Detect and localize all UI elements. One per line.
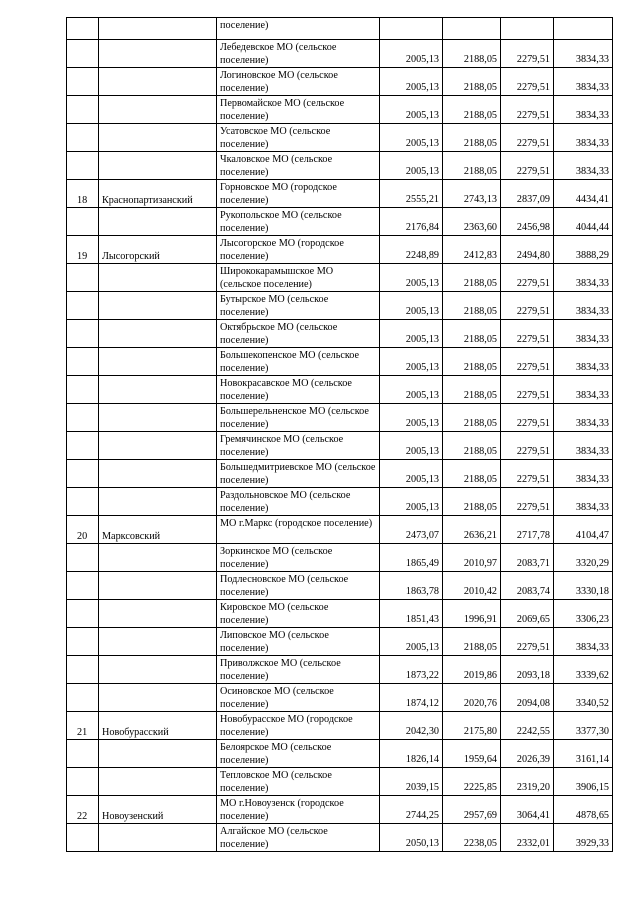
row-number-cell — [67, 432, 99, 460]
row-number-cell — [67, 68, 99, 96]
value-cell-2: 2188,05 — [443, 628, 501, 656]
table-row — [67, 292, 613, 320]
value-cell-1: 2005,13 — [380, 404, 443, 432]
municipality-cell: Большекопенское МО (сельское поселение) — [217, 348, 380, 376]
table-row — [67, 516, 613, 544]
municipality-cell: Большерельненское МО (сельское поселение) — [217, 404, 380, 432]
table-row — [67, 488, 613, 516]
value-cell-1: 2005,13 — [380, 292, 443, 320]
value-cell-3: 2279,51 — [501, 40, 554, 68]
value-cell-4: 3339,62 — [554, 656, 613, 684]
value-cell-4: 3834,33 — [554, 320, 613, 348]
municipality-cell: Первомайское МО (сельское поселение) — [217, 96, 380, 124]
value-cell-3: 2279,51 — [501, 348, 554, 376]
value-cell-3: 2332,01 — [501, 824, 554, 852]
municipality-cell: МО г.Новоузенск (городское поселение) — [217, 796, 380, 824]
municipality-cell: Зоркинское МО (сельское поселение) — [217, 544, 380, 572]
value-cell-1: 2039,15 — [380, 768, 443, 796]
row-number-cell: 21 — [67, 712, 99, 740]
table-row — [67, 376, 613, 404]
value-cell-4: 3834,33 — [554, 264, 613, 292]
value-cell-3: 2717,78 — [501, 516, 554, 544]
value-cell-1: 1865,49 — [380, 544, 443, 572]
table-body — [67, 18, 613, 852]
municipality-cell: Горновское МО (городское поселение) — [217, 180, 380, 208]
value-cell-3: 2494,80 — [501, 236, 554, 264]
row-number-cell — [67, 684, 99, 712]
value-cell-1: 2005,13 — [380, 460, 443, 488]
value-cell-2: 2188,05 — [443, 292, 501, 320]
row-number-cell — [67, 152, 99, 180]
value-cell-4: 3834,33 — [554, 488, 613, 516]
value-cell-4: 4044,44 — [554, 208, 613, 236]
value-cell-2: 2020,76 — [443, 684, 501, 712]
municipality-cell: Кировское МО (сельское поселение) — [217, 600, 380, 628]
value-cell-1 — [380, 18, 443, 40]
value-cell-2: 2188,05 — [443, 320, 501, 348]
municipality-cell: Большедмитриевское МО (сельское поселение) — [217, 460, 380, 488]
value-cell-4: 3834,33 — [554, 460, 613, 488]
district-cell: Марксовский — [99, 516, 217, 544]
district-cell — [99, 460, 217, 488]
municipality-cell: Логиновское МО (сельское поселение) — [217, 68, 380, 96]
table-row — [67, 40, 613, 68]
value-cell-4: 3330,18 — [554, 572, 613, 600]
municipality-cell: Чкаловское МО (сельское поселение) — [217, 152, 380, 180]
value-cell-2: 2225,85 — [443, 768, 501, 796]
table-row — [67, 684, 613, 712]
row-number-cell — [67, 18, 99, 40]
municipality-cell: Ширококарамышское МО (сельское поселение) — [217, 264, 380, 292]
table-row — [67, 824, 613, 852]
table-row — [67, 18, 613, 40]
table-row — [67, 320, 613, 348]
district-cell — [99, 40, 217, 68]
municipality-cell: Алгайское МО (сельское поселение) — [217, 824, 380, 852]
value-cell-1: 2005,13 — [380, 376, 443, 404]
value-cell-1: 2005,13 — [380, 96, 443, 124]
municipality-cell: Липовское МО (сельское поселение) — [217, 628, 380, 656]
municipality-cell: поселение) — [217, 18, 380, 40]
value-cell-4: 3834,33 — [554, 348, 613, 376]
district-cell — [99, 320, 217, 348]
value-cell-2: 2238,05 — [443, 824, 501, 852]
value-cell-3: 2279,51 — [501, 628, 554, 656]
value-cell-4: 4104,47 — [554, 516, 613, 544]
value-cell-2: 1959,64 — [443, 740, 501, 768]
value-cell-1: 2005,13 — [380, 40, 443, 68]
value-cell-3: 2279,51 — [501, 320, 554, 348]
district-cell — [99, 124, 217, 152]
value-cell-1: 1873,22 — [380, 656, 443, 684]
row-number-cell — [67, 264, 99, 292]
table-row — [67, 68, 613, 96]
value-cell-3: 2093,18 — [501, 656, 554, 684]
value-cell-2: 2188,05 — [443, 348, 501, 376]
value-cell-1: 2744,25 — [380, 796, 443, 824]
table-row — [67, 600, 613, 628]
value-cell-2: 2188,05 — [443, 376, 501, 404]
district-cell — [99, 208, 217, 236]
table-row — [67, 96, 613, 124]
table-row — [67, 460, 613, 488]
district-cell: Новоузенский — [99, 796, 217, 824]
row-number-cell: 22 — [67, 796, 99, 824]
district-cell — [99, 488, 217, 516]
municipality-cell: Гремячинское МО (сельское поселение) — [217, 432, 380, 460]
value-cell-4: 3834,33 — [554, 96, 613, 124]
value-cell-2: 2188,05 — [443, 432, 501, 460]
value-cell-2: 2010,97 — [443, 544, 501, 572]
district-cell — [99, 572, 217, 600]
value-cell-4: 3834,33 — [554, 376, 613, 404]
value-cell-4: 3161,14 — [554, 740, 613, 768]
value-cell-3: 2026,39 — [501, 740, 554, 768]
row-number-cell — [67, 348, 99, 376]
table-row — [67, 264, 613, 292]
value-cell-1: 2005,13 — [380, 432, 443, 460]
value-cell-1: 2005,13 — [380, 320, 443, 348]
value-cell-4: 4434,41 — [554, 180, 613, 208]
table-row — [67, 628, 613, 656]
row-number-cell — [67, 208, 99, 236]
value-cell-3: 2279,51 — [501, 68, 554, 96]
value-cell-1: 2042,30 — [380, 712, 443, 740]
value-cell-3: 2279,51 — [501, 404, 554, 432]
district-cell — [99, 432, 217, 460]
value-cell-4: 3834,33 — [554, 152, 613, 180]
value-cell-3: 2279,51 — [501, 460, 554, 488]
value-cell-4: 3834,33 — [554, 404, 613, 432]
value-cell-4: 3377,30 — [554, 712, 613, 740]
value-cell-1: 1826,14 — [380, 740, 443, 768]
value-cell-4: 3320,29 — [554, 544, 613, 572]
value-cell-4: 3888,29 — [554, 236, 613, 264]
table-row — [67, 740, 613, 768]
value-cell-1: 1851,43 — [380, 600, 443, 628]
value-cell-4: 3306,23 — [554, 600, 613, 628]
value-cell-3 — [501, 18, 554, 40]
value-cell-2: 2188,05 — [443, 124, 501, 152]
value-cell-3: 2279,51 — [501, 152, 554, 180]
row-number-cell — [67, 740, 99, 768]
value-cell-1: 2005,13 — [380, 152, 443, 180]
value-cell-1: 2050,13 — [380, 824, 443, 852]
value-cell-3: 2279,51 — [501, 488, 554, 516]
value-cell-2: 2188,05 — [443, 96, 501, 124]
value-cell-1: 1863,78 — [380, 572, 443, 600]
value-cell-2: 2363,60 — [443, 208, 501, 236]
value-cell-1: 2555,21 — [380, 180, 443, 208]
value-cell-4: 3834,33 — [554, 124, 613, 152]
value-cell-2: 2957,69 — [443, 796, 501, 824]
value-cell-1: 2005,13 — [380, 264, 443, 292]
municipality-cell: Усатовское МО (сельское поселение) — [217, 124, 380, 152]
district-cell — [99, 404, 217, 432]
value-cell-3: 2094,08 — [501, 684, 554, 712]
table-row — [67, 796, 613, 824]
district-cell — [99, 152, 217, 180]
district-cell: Новобурасский — [99, 712, 217, 740]
value-cell-4: 3906,15 — [554, 768, 613, 796]
value-cell-3: 2083,71 — [501, 544, 554, 572]
value-cell-3: 2242,55 — [501, 712, 554, 740]
value-cell-4: 3834,33 — [554, 292, 613, 320]
value-cell-4: 3834,33 — [554, 432, 613, 460]
value-cell-1: 2005,13 — [380, 628, 443, 656]
value-cell-2: 2188,05 — [443, 404, 501, 432]
value-cell-1: 2005,13 — [380, 68, 443, 96]
district-cell — [99, 824, 217, 852]
row-number-cell — [67, 40, 99, 68]
value-cell-2: 2412,83 — [443, 236, 501, 264]
table-row — [67, 124, 613, 152]
table-row — [67, 544, 613, 572]
value-cell-4: 3834,33 — [554, 628, 613, 656]
district-cell — [99, 264, 217, 292]
row-number-cell — [67, 628, 99, 656]
table-row — [67, 656, 613, 684]
value-cell-1: 2005,13 — [380, 348, 443, 376]
value-cell-3: 2279,51 — [501, 292, 554, 320]
value-cell-3: 2279,51 — [501, 432, 554, 460]
row-number-cell — [67, 600, 99, 628]
municipality-cell: Раздольновское МО (сельское поселение) — [217, 488, 380, 516]
district-cell — [99, 18, 217, 40]
row-number-cell — [67, 460, 99, 488]
district-cell: Лысогорский — [99, 236, 217, 264]
municipality-cell: Лысогорское МО (городское поселение) — [217, 236, 380, 264]
value-cell-2: 2188,05 — [443, 152, 501, 180]
row-number-cell — [67, 292, 99, 320]
table-row — [67, 432, 613, 460]
value-cell-3: 3064,41 — [501, 796, 554, 824]
tariff-table — [66, 17, 613, 852]
row-number-cell — [67, 768, 99, 796]
table-row — [67, 768, 613, 796]
municipality-cell: Новобурасское МО (городское поселение) — [217, 712, 380, 740]
value-cell-2: 2175,80 — [443, 712, 501, 740]
value-cell-3: 2083,74 — [501, 572, 554, 600]
district-cell — [99, 376, 217, 404]
district-cell — [99, 628, 217, 656]
municipality-cell: Бутырское МО (сельское поселение) — [217, 292, 380, 320]
value-cell-2: 2188,05 — [443, 264, 501, 292]
table-row — [67, 180, 613, 208]
district-cell — [99, 292, 217, 320]
value-cell-2: 2188,05 — [443, 68, 501, 96]
row-number-cell — [67, 96, 99, 124]
value-cell-4: 3834,33 — [554, 68, 613, 96]
value-cell-3: 2456,98 — [501, 208, 554, 236]
row-number-cell — [67, 376, 99, 404]
value-cell-2: 2743,13 — [443, 180, 501, 208]
municipality-cell: Осиновское МО (сельское поселение) — [217, 684, 380, 712]
value-cell-1: 1874,12 — [380, 684, 443, 712]
municipality-cell: Приволжское МО (сельское поселение) — [217, 656, 380, 684]
district-cell: Краснопартизанский — [99, 180, 217, 208]
value-cell-3: 2279,51 — [501, 124, 554, 152]
district-cell — [99, 684, 217, 712]
value-cell-2 — [443, 18, 501, 40]
table-row — [67, 404, 613, 432]
value-cell-3: 2069,65 — [501, 600, 554, 628]
row-number-cell — [67, 544, 99, 572]
table-row — [67, 348, 613, 376]
row-number-cell — [67, 404, 99, 432]
table-row — [67, 152, 613, 180]
municipality-cell: МО г.Маркс (городское поселение) — [217, 516, 380, 544]
row-number-cell: 18 — [67, 180, 99, 208]
value-cell-3: 2279,51 — [501, 96, 554, 124]
value-cell-4: 3340,52 — [554, 684, 613, 712]
value-cell-2: 2188,05 — [443, 460, 501, 488]
value-cell-3: 2279,51 — [501, 264, 554, 292]
value-cell-3: 2279,51 — [501, 376, 554, 404]
value-cell-1: 2176,84 — [380, 208, 443, 236]
value-cell-3: 2319,20 — [501, 768, 554, 796]
row-number-cell — [67, 572, 99, 600]
district-cell — [99, 68, 217, 96]
municipality-cell: Тепловское МО (сельское поселение) — [217, 768, 380, 796]
table-row — [67, 208, 613, 236]
value-cell-2: 2188,05 — [443, 488, 501, 516]
value-cell-2: 2188,05 — [443, 40, 501, 68]
municipality-cell: Лебедевское МО (сельское поселение) — [217, 40, 380, 68]
district-cell — [99, 740, 217, 768]
value-cell-4: 3834,33 — [554, 40, 613, 68]
district-cell — [99, 600, 217, 628]
municipality-cell: Подлесновское МО (сельское поселение) — [217, 572, 380, 600]
table-row — [67, 236, 613, 264]
district-cell — [99, 348, 217, 376]
district-cell — [99, 544, 217, 572]
value-cell-1: 2248,89 — [380, 236, 443, 264]
value-cell-1: 2473,07 — [380, 516, 443, 544]
value-cell-1: 2005,13 — [380, 488, 443, 516]
value-cell-2: 2636,21 — [443, 516, 501, 544]
row-number-cell: 19 — [67, 236, 99, 264]
row-number-cell — [67, 488, 99, 516]
municipality-cell: Белоярское МО (сельское поселение) — [217, 740, 380, 768]
value-cell-2: 2019,86 — [443, 656, 501, 684]
district-cell — [99, 656, 217, 684]
value-cell-4: 4878,65 — [554, 796, 613, 824]
value-cell-2: 2010,42 — [443, 572, 501, 600]
table-row — [67, 712, 613, 740]
value-cell-3: 2837,09 — [501, 180, 554, 208]
row-number-cell — [67, 124, 99, 152]
row-number-cell — [67, 656, 99, 684]
municipality-cell: Рукопольское МО (сельское поселение) — [217, 208, 380, 236]
value-cell-4 — [554, 18, 613, 40]
district-cell — [99, 768, 217, 796]
row-number-cell — [67, 320, 99, 348]
table-row — [67, 572, 613, 600]
value-cell-2: 1996,91 — [443, 600, 501, 628]
municipality-cell: Октябрьское МО (сельское поселение) — [217, 320, 380, 348]
row-number-cell: 20 — [67, 516, 99, 544]
district-cell — [99, 96, 217, 124]
municipality-cell: Новокрасавское МО (сельское поселение) — [217, 376, 380, 404]
value-cell-4: 3929,33 — [554, 824, 613, 852]
value-cell-1: 2005,13 — [380, 124, 443, 152]
row-number-cell — [67, 824, 99, 852]
